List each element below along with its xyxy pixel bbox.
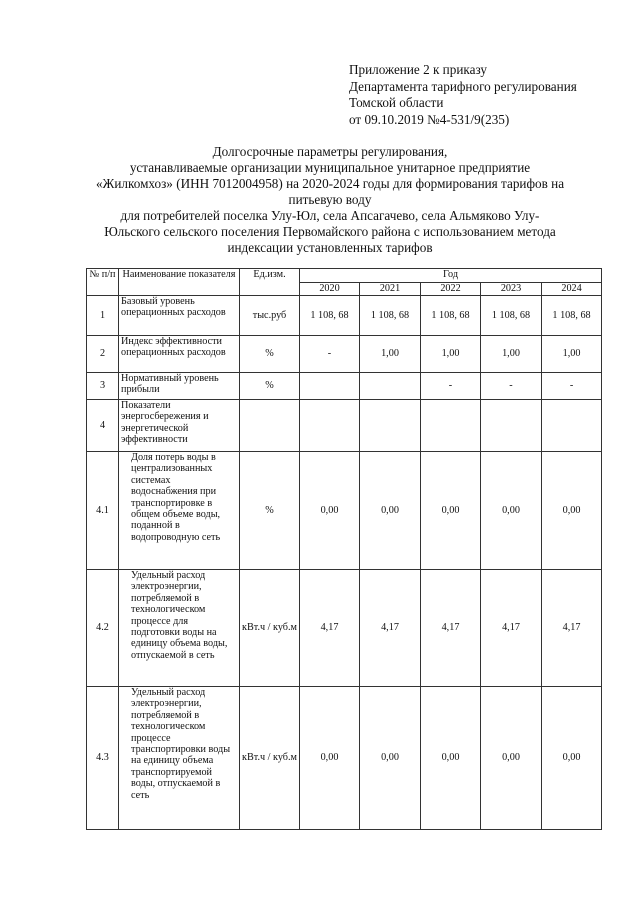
row-value: 0,00 — [421, 687, 481, 830]
title-line: питьевую воду — [288, 192, 372, 207]
row-name: Доля потерь воды в централизованных системах водоснабжения при транспортировке в общем объеме воды, поданной в водопроводную сеть — [119, 452, 240, 570]
row-value — [360, 400, 421, 452]
appendix-line: от 09.10.2019 №4-531/9(235) — [349, 111, 510, 127]
row-value: - — [300, 336, 360, 373]
header-year: 2020 — [300, 283, 360, 296]
row-num: 4.3 — [87, 687, 119, 830]
row-value — [481, 400, 542, 452]
title-line: «Жилкомхоз» (ИНН 7012004958) на 2020-2024 годы для формирования тарифов на — [95, 176, 565, 191]
appendix-note — [349, 62, 577, 128]
table-row — [87, 452, 602, 570]
header-num: № п/п — [87, 269, 119, 296]
table-row — [87, 570, 602, 687]
row-value — [300, 400, 360, 452]
row-num: 4.2 — [87, 570, 119, 687]
row-value: 0,00 — [481, 687, 542, 830]
header-unit: Ед.изм. — [240, 269, 300, 296]
header-name: Наименование показателя — [119, 269, 240, 296]
row-value: 4,17 — [360, 570, 421, 687]
row-value: 4,17 — [481, 570, 542, 687]
title-line: для потребителей поселка Улу-Юл, села Апсагачево, села Альмяково Улу- — [120, 208, 540, 223]
row-value: 0,00 — [360, 687, 421, 830]
row-value: 0,00 — [542, 452, 602, 570]
row-num: 3 — [87, 373, 119, 400]
row-value: - — [421, 373, 481, 400]
table-row — [87, 373, 602, 400]
row-num: 1 — [87, 296, 119, 336]
row-value — [360, 373, 421, 400]
row-value: 1,00 — [542, 336, 602, 373]
row-name: Показатели энергосбережения и энергетической эффективности — [119, 400, 240, 452]
title-line: индексации установленных тарифов — [227, 240, 433, 255]
row-value: 0,00 — [300, 452, 360, 570]
row-unit: % — [240, 373, 300, 400]
header-year: 2024 — [542, 283, 602, 296]
row-value: - — [542, 373, 602, 400]
row-name: Индекс эффективности операционных расходов — [119, 336, 240, 373]
table-row — [87, 296, 602, 336]
appendix-line: Департамента тарифного регулирования — [349, 78, 577, 94]
row-unit: % — [240, 452, 300, 570]
row-value: 1 108, 68 — [481, 296, 542, 336]
row-value — [542, 400, 602, 452]
row-name: Нормативный уровень прибыли — [119, 373, 240, 400]
row-value: 0,00 — [300, 687, 360, 830]
title-line: Юльского сельского поселения Первомайского района с использованием метода — [104, 224, 556, 239]
row-value: 4,17 — [300, 570, 360, 687]
appendix-line: Томской области — [349, 95, 444, 110]
header-year: 2021 — [360, 283, 421, 296]
parameters-table — [86, 268, 602, 830]
header-year: 2022 — [421, 283, 481, 296]
row-value: 1 108, 68 — [360, 296, 421, 336]
appendix-line: Приложение 2 к приказу — [349, 62, 487, 77]
table-row — [87, 336, 602, 373]
row-value: 1,00 — [360, 336, 421, 373]
row-value: 0,00 — [481, 452, 542, 570]
table-row — [87, 687, 602, 830]
title-line: Долгосрочные параметры регулирования, — [212, 144, 448, 159]
title-line: устанавливаемые организации муниципальное унитарное предприятие — [129, 160, 531, 175]
row-num: 2 — [87, 336, 119, 373]
table-row — [87, 400, 602, 452]
row-value: 0,00 — [542, 687, 602, 830]
row-value: 1 108, 68 — [300, 296, 360, 336]
row-value: 0,00 — [360, 452, 421, 570]
row-value — [421, 400, 481, 452]
row-value: 4,17 — [542, 570, 602, 687]
document-title — [70, 144, 590, 256]
row-value: 4,17 — [421, 570, 481, 687]
header-year-group: Год — [300, 269, 602, 283]
row-unit: кВт.ч / куб.м — [240, 570, 300, 687]
row-unit: кВт.ч / куб.м — [240, 687, 300, 830]
row-value: 1,00 — [481, 336, 542, 373]
row-name: Удельный расход электроэнергии, потребляемой в технологическом процессе для подготовки воды на единицу объема воды, отпускаемой в сеть — [119, 570, 240, 687]
row-value: 0,00 — [421, 452, 481, 570]
row-unit — [240, 400, 300, 452]
row-num: 4.1 — [87, 452, 119, 570]
row-value — [300, 373, 360, 400]
row-value: 1 108, 68 — [421, 296, 481, 336]
row-value: 1 108, 68 — [542, 296, 602, 336]
row-value: 1,00 — [421, 336, 481, 373]
row-unit: тыс.руб — [240, 296, 300, 336]
row-name: Базовый уровень операционных расходов — [119, 296, 240, 336]
row-value: - — [481, 373, 542, 400]
header-year: 2023 — [481, 283, 542, 296]
row-unit: % — [240, 336, 300, 373]
row-num: 4 — [87, 400, 119, 452]
row-name: Удельный расход электроэнергии, потребляемой в технологическом процессе транспортировки воды на единицу объема транспортируемой воды, отпускаемой в сеть — [119, 687, 240, 830]
